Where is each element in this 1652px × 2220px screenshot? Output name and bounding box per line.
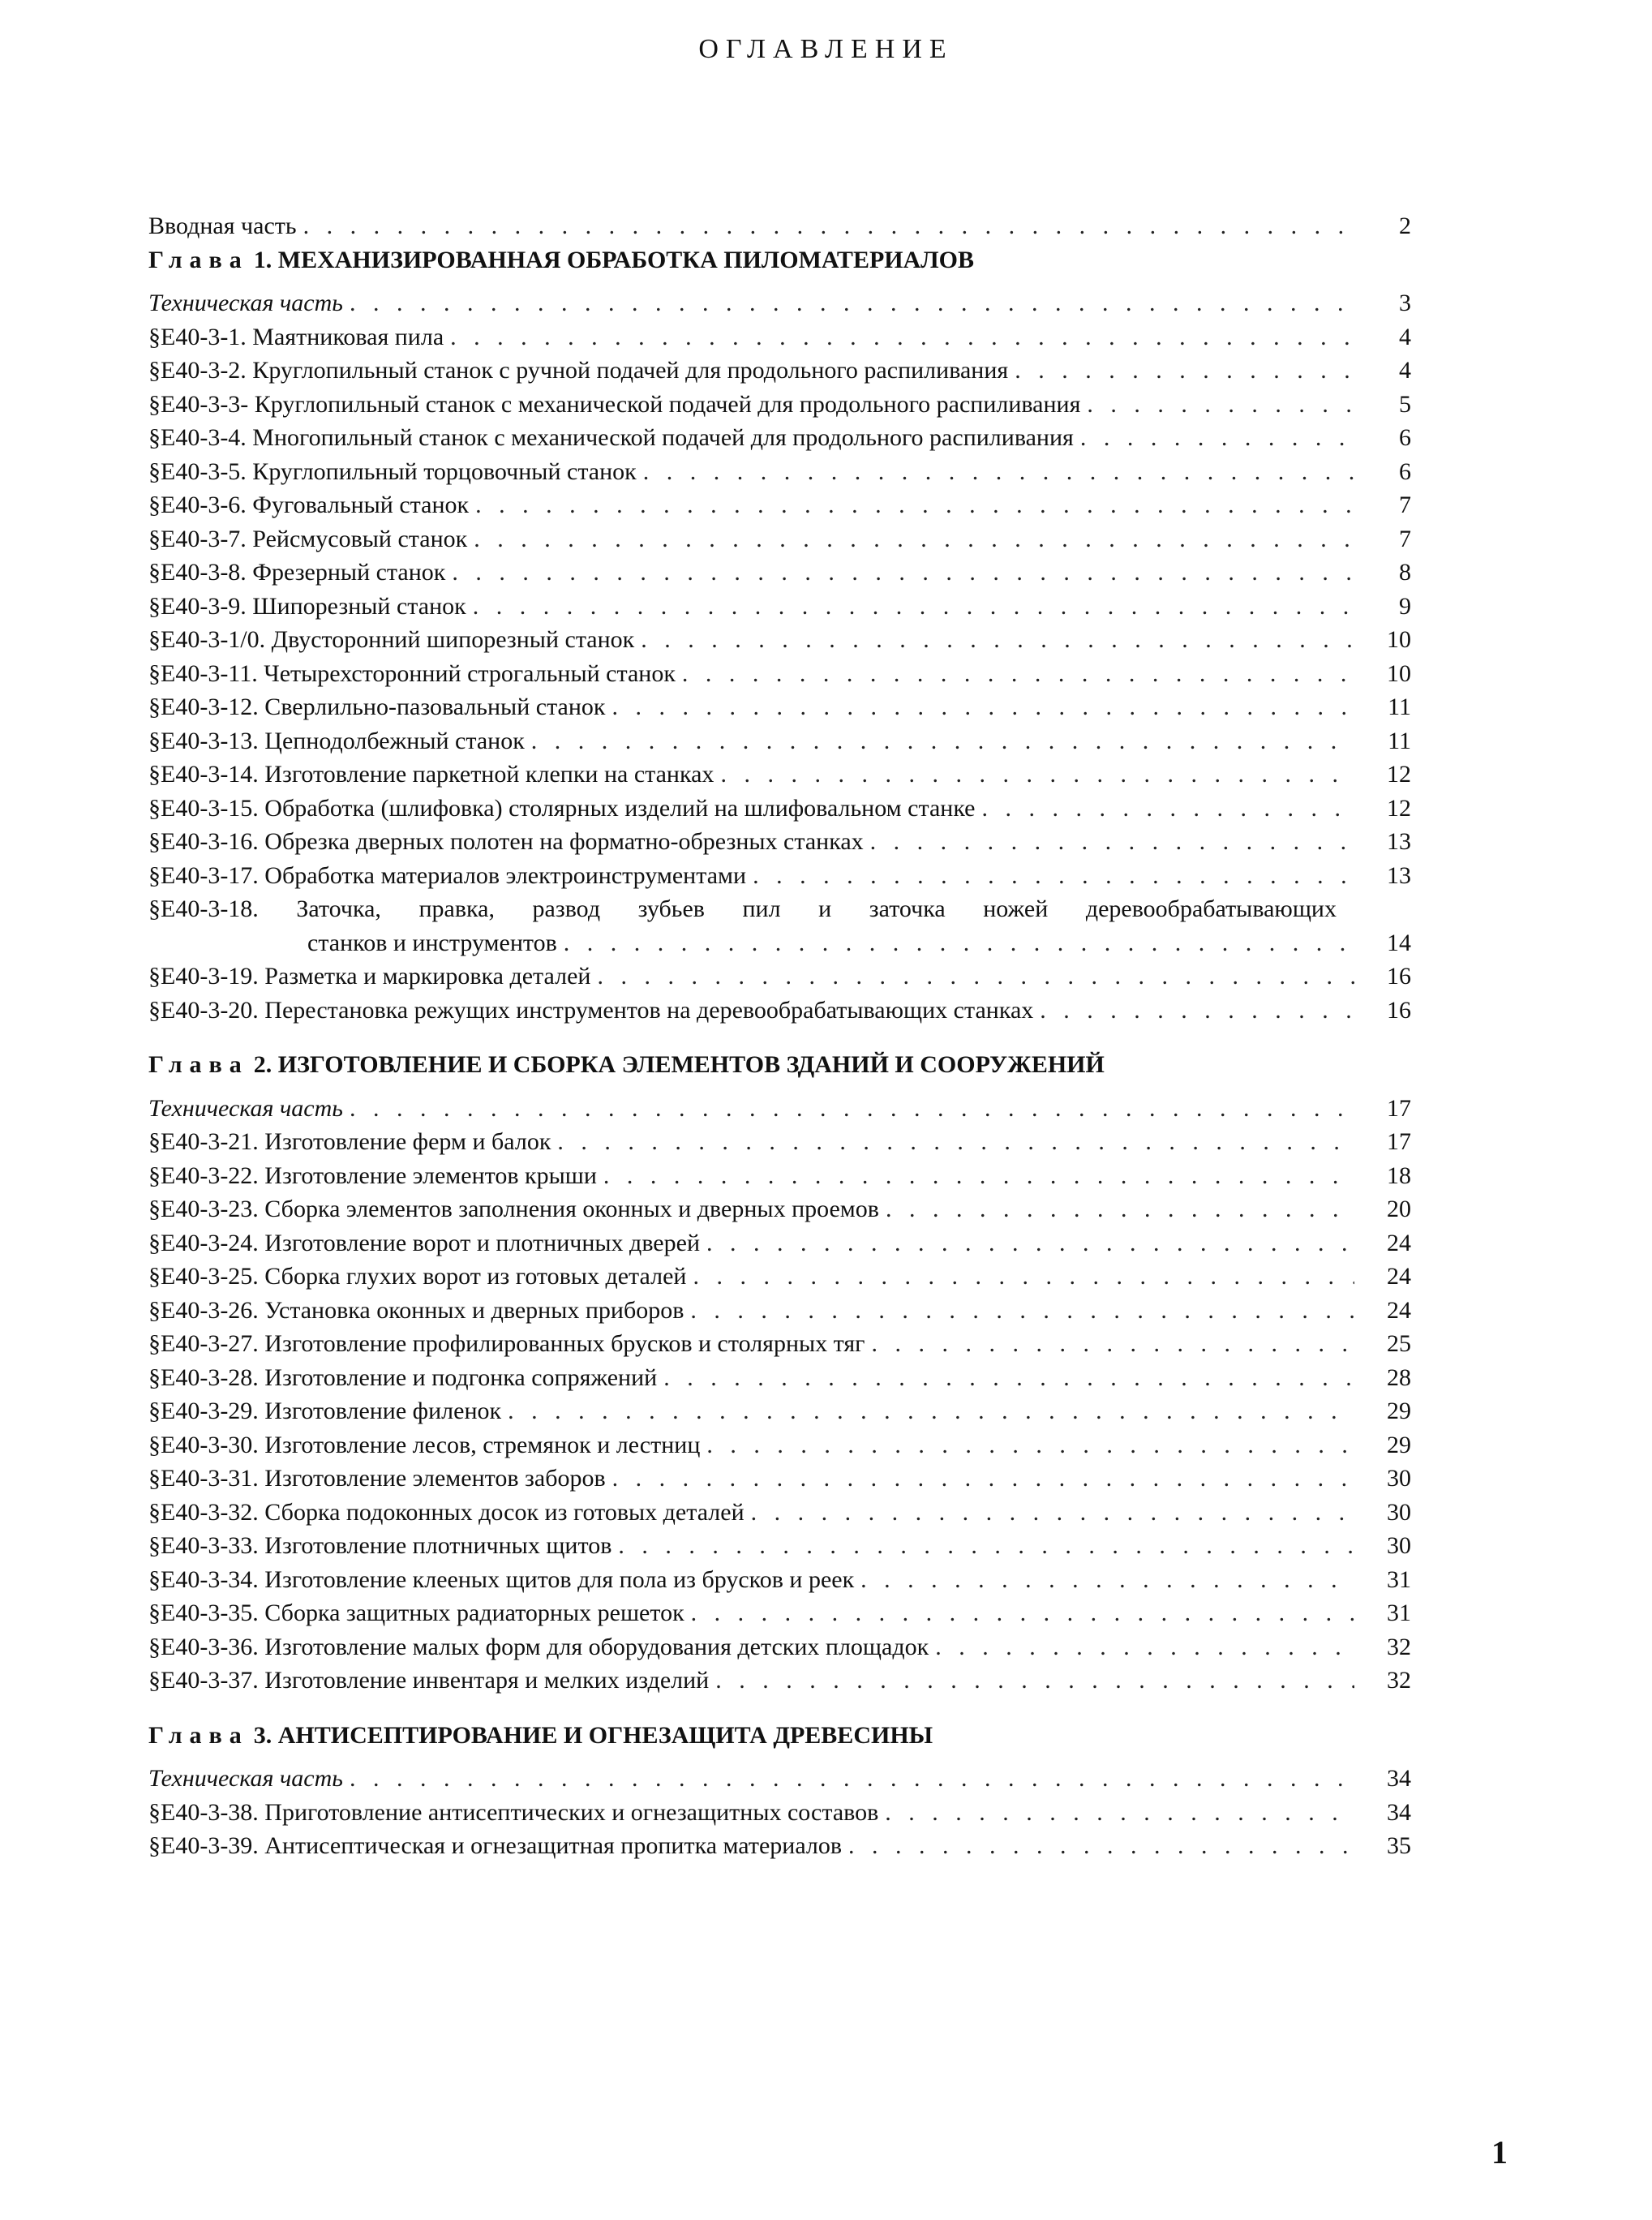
chapter-word: Глава bbox=[148, 1721, 249, 1749]
dot-leader bbox=[350, 286, 1354, 320]
toc-entry-page: 30 bbox=[1387, 1498, 1411, 1526]
dot-leader bbox=[860, 1563, 1354, 1597]
dot-leader bbox=[886, 1192, 1354, 1226]
dot-leader bbox=[753, 859, 1354, 893]
toc-entry[interactable] bbox=[148, 623, 1411, 657]
toc-entry-page: 2 bbox=[1399, 213, 1411, 239]
toc-entry[interactable] bbox=[148, 690, 1411, 724]
toc-entry[interactable] bbox=[148, 388, 1411, 422]
toc-entry-page: 30 bbox=[1387, 1532, 1411, 1559]
toc-entry-label: §Е40-3-39. Антисептическая и огнезащитная пропитка материалов bbox=[148, 1832, 843, 1859]
toc-entry-page: 13 bbox=[1387, 828, 1411, 855]
toc-entry[interactable] bbox=[148, 1226, 1411, 1260]
toc-entry-page: 25 bbox=[1387, 1330, 1411, 1357]
dot-leader bbox=[450, 320, 1354, 354]
toc-entry-page: 12 bbox=[1387, 794, 1411, 822]
toc-entry-label: §Е40-3-34. Изготовление клееных щитов для пола из брусков и реек bbox=[148, 1565, 855, 1593]
toc-entry[interactable] bbox=[148, 1428, 1411, 1462]
toc-entry-page: 9 bbox=[1399, 592, 1411, 620]
toc-entry-label: §Е40-3-32. Сборка подоконных досок из готовых деталей bbox=[148, 1498, 744, 1526]
toc-entry-label: §Е40-3-6. Фуговальный станок bbox=[148, 492, 470, 518]
dot-leader bbox=[751, 1496, 1354, 1530]
dot-leader bbox=[848, 1829, 1354, 1863]
toc-entry[interactable] bbox=[148, 792, 1411, 826]
dot-leader bbox=[1040, 994, 1354, 1028]
dot-leader bbox=[690, 1294, 1354, 1328]
toc-entry-label: §Е40-3-1/0. Двусторонний шипорезный станок bbox=[148, 626, 635, 653]
toc-entry[interactable] bbox=[148, 455, 1411, 489]
dot-leader bbox=[612, 690, 1355, 724]
toc-entry[interactable] bbox=[148, 1596, 1411, 1630]
chapter-title: 1. МЕХАНИЗИРОВАННАЯ ОБРАБОТКА ПИЛОМАТЕРИАЛОВ bbox=[253, 246, 974, 273]
toc-entry-page: 20 bbox=[1387, 1196, 1411, 1222]
dot-leader bbox=[693, 1260, 1354, 1294]
toc-entry[interactable] bbox=[148, 1796, 1411, 1830]
toc-entry[interactable] bbox=[148, 758, 1411, 792]
chapter-title: 3. АНТИСЕПТИРОВАНИЕ И ОГНЕЗАЩИТА ДРЕВЕСИНЫ bbox=[253, 1721, 933, 1749]
toc-entry[interactable] bbox=[148, 590, 1411, 624]
dot-leader bbox=[473, 590, 1354, 624]
toc-entry-label: §Е40-3-19. Разметка и маркировка деталей bbox=[148, 963, 591, 990]
toc-entry-label: §Е40-3-24. Изготовление ворот и плотничных дверей bbox=[148, 1229, 700, 1256]
toc-entry[interactable] bbox=[148, 1327, 1411, 1361]
toc-entry-page: 17 bbox=[1387, 1128, 1411, 1155]
toc-entry-page: 32 bbox=[1387, 1633, 1411, 1660]
dot-leader bbox=[618, 1529, 1354, 1563]
toc-entry-page: 3 bbox=[1399, 290, 1411, 316]
toc-entry-page: 29 bbox=[1387, 1398, 1411, 1424]
toc-entry-page: 10 bbox=[1387, 659, 1411, 687]
toc-entry[interactable] bbox=[148, 1563, 1411, 1597]
dot-leader bbox=[682, 657, 1354, 691]
dot-leader bbox=[303, 209, 1354, 243]
chapter-title: 2. ИЗГОТОВЛЕНИЕ И СБОРКА ЭЛЕМЕНТОВ ЗДАНИЙ И СООРУЖЕНИЙ bbox=[253, 1051, 1105, 1078]
chapter-word: Глава bbox=[148, 246, 249, 273]
toc-entry-page: 32 bbox=[1387, 1667, 1411, 1694]
toc-entry-label: §Е40-3-9. Шипорезный станок bbox=[148, 592, 466, 620]
toc-entry-label: §Е40-3-35. Сборка защитных радиаторных решеток bbox=[148, 1600, 684, 1626]
dot-leader bbox=[870, 825, 1354, 859]
toc-entry-page: 5 bbox=[1399, 390, 1411, 418]
dot-leader bbox=[350, 1762, 1354, 1796]
toc-entry[interactable] bbox=[148, 1630, 1411, 1664]
dot-leader bbox=[715, 1664, 1354, 1698]
toc-entry[interactable] bbox=[148, 657, 1411, 691]
toc-entry-label: §Е40-3-29. Изготовление филенок bbox=[148, 1398, 502, 1424]
toc-entry-page: 7 bbox=[1399, 525, 1411, 552]
dot-leader bbox=[885, 1796, 1354, 1830]
dot-leader bbox=[706, 1428, 1354, 1462]
table-of-contents bbox=[148, 209, 1411, 1863]
toc-entry-label: §Е40-3-30. Изготовление лесов, стремянок и лестниц bbox=[148, 1431, 701, 1458]
dot-leader bbox=[531, 724, 1354, 758]
toc-entry[interactable] bbox=[148, 1462, 1411, 1496]
toc-entry-label: §Е40-3-22. Изготовление элементов крыши bbox=[148, 1162, 597, 1189]
dot-leader bbox=[475, 488, 1354, 522]
toc-entry-label: §Е40-3-20. Перестановка режущих инструментов на деревообрабатывающих станках bbox=[148, 996, 1034, 1024]
toc-entry-page: 29 bbox=[1387, 1431, 1411, 1458]
dot-leader bbox=[1080, 421, 1354, 455]
toc-entry-label: §Е40-3-36. Изготовление малых форм для оборудования детских площадок bbox=[148, 1633, 929, 1660]
toc-entry-page: 4 bbox=[1399, 357, 1411, 384]
toc-entry-page: 11 bbox=[1388, 693, 1411, 720]
toc-entry-label: §Е40-3-23. Сборка элементов заполнения оконных и дверных проемов bbox=[148, 1196, 879, 1222]
dot-leader bbox=[935, 1630, 1354, 1664]
toc-entry[interactable] bbox=[148, 1829, 1411, 1863]
toc-entry-label: §Е40-3-8. Фрезерный станок bbox=[148, 559, 446, 586]
toc-entry-page: 24 bbox=[1387, 1296, 1411, 1324]
chapter-heading-2 bbox=[148, 1048, 1411, 1082]
toc-entry-label: §Е40-3-25. Сборка глухих ворот из готовых деталей bbox=[148, 1263, 687, 1290]
toc-entry[interactable] bbox=[148, 892, 1411, 926]
toc-entry-label: §Е40-3-16. Обрезка дверных полотен на форматно-обрезных станках bbox=[148, 828, 864, 855]
toc-entry-label: §Е40-3-37. Изготовление инвентаря и мелких изделий bbox=[148, 1667, 710, 1694]
toc-entry-page: 6 bbox=[1399, 424, 1411, 451]
toc-entry-intro[interactable] bbox=[148, 209, 1411, 243]
toc-entry-label: §Е40-3-2. Круглопильный станок с ручной подачей для продольного распиливания bbox=[148, 357, 1009, 384]
dot-leader bbox=[557, 1125, 1354, 1159]
toc-entry-label: §Е40-3-15. Обработка (шлифовка) столярных изделий на шлифовальном станке bbox=[148, 794, 976, 822]
toc-entry-page: 11 bbox=[1388, 727, 1411, 754]
dot-leader bbox=[564, 926, 1354, 960]
toc-entry[interactable] bbox=[148, 1125, 1411, 1159]
toc-entry-page: 24 bbox=[1387, 1263, 1411, 1290]
toc-entry-label: §Е40-3-13. Цепнодолбежный станок bbox=[148, 727, 525, 754]
dot-leader bbox=[612, 1462, 1354, 1496]
toc-entry-page: 31 bbox=[1387, 1600, 1411, 1626]
toc-entry-page: 10 bbox=[1387, 626, 1411, 653]
dot-leader bbox=[981, 792, 1354, 826]
toc-entry[interactable] bbox=[148, 859, 1411, 893]
toc-entry[interactable] bbox=[148, 1294, 1411, 1328]
page-number: 1 bbox=[1491, 2134, 1508, 2171]
toc-entry-page: 7 bbox=[1399, 492, 1411, 518]
toc-entry-label: §Е40-3-17. Обработка материалов электроинструментами bbox=[148, 861, 747, 889]
toc-entry-label: §Е40-3-26. Установка оконных и дверных приборов bbox=[148, 1296, 684, 1324]
toc-entry-label: §Е40-3-1. Маятниковая пила bbox=[148, 323, 444, 350]
toc-entry-tech-2[interactable] bbox=[148, 1092, 1411, 1126]
toc-entry-label: §Е40-3-33. Изготовление плотничных щитов bbox=[148, 1532, 612, 1559]
dot-leader bbox=[597, 960, 1354, 994]
toc-entry-page: 34 bbox=[1387, 1798, 1411, 1826]
dot-leader bbox=[474, 522, 1354, 556]
chapter-heading-3 bbox=[148, 1719, 1411, 1753]
toc-entry[interactable] bbox=[148, 1496, 1411, 1530]
toc-entry[interactable] bbox=[148, 320, 1411, 354]
toc-entry-label: §Е40-3-7. Рейсмусовый станок bbox=[148, 525, 468, 552]
toc-entry-page: 24 bbox=[1387, 1229, 1411, 1256]
toc-entry-tech-1[interactable] bbox=[148, 286, 1411, 320]
toc-entry[interactable] bbox=[148, 354, 1411, 388]
toc-entry-page: 34 bbox=[1387, 1765, 1411, 1792]
dot-leader bbox=[643, 455, 1354, 489]
toc-entry-page: 16 bbox=[1387, 996, 1411, 1024]
dot-leader bbox=[603, 1159, 1354, 1193]
toc-entry-page: 14 bbox=[1387, 929, 1411, 956]
toc-entry-label: §Е40-3-14. Изготовление паркетной клепки на станках bbox=[148, 761, 714, 788]
toc-entry-label: §Е40-3-18. Заточка, правка, развод зубьев пил и заточка ножей деревообрабатывающих bbox=[148, 895, 1337, 922]
toc-entry-label: §Е40-3-5. Круглопильный торцовочный станок bbox=[148, 457, 637, 485]
toc-entry-label: §Е40-3-28. Изготовление и подгонка сопряжений bbox=[148, 1363, 658, 1391]
dot-leader bbox=[706, 1226, 1354, 1260]
toc-entry[interactable] bbox=[148, 1529, 1411, 1563]
toc-entry-label: §Е40-3-21. Изготовление ферм и балок bbox=[148, 1128, 551, 1155]
toc-entry-page: 28 bbox=[1387, 1363, 1411, 1391]
toc-entry[interactable] bbox=[148, 1361, 1411, 1395]
dot-leader bbox=[350, 1092, 1354, 1126]
toc-entry-label: §Е40-3-11. Четырехсторонний строгальный станок bbox=[148, 659, 676, 687]
toc-entry-page: 17 bbox=[1387, 1094, 1411, 1122]
toc-entry-continuation[interactable] bbox=[148, 926, 1411, 960]
toc-entry-label: §Е40-3-3- Круглопильный станок с механической подачей для продольного распиливания bbox=[148, 390, 1081, 418]
toc-entry[interactable] bbox=[148, 1260, 1411, 1294]
toc-entry-page: 13 bbox=[1387, 861, 1411, 889]
toc-entry-label: Техническая часть bbox=[148, 1765, 343, 1792]
toc-entry-page: 8 bbox=[1399, 559, 1411, 586]
dot-leader bbox=[663, 1361, 1354, 1395]
dot-leader bbox=[720, 758, 1354, 792]
toc-entry[interactable] bbox=[148, 1192, 1411, 1226]
chapter-word: Глава bbox=[148, 1051, 249, 1078]
dot-leader bbox=[872, 1327, 1355, 1361]
dot-leader bbox=[452, 556, 1354, 590]
chapter-heading-1 bbox=[148, 243, 1411, 277]
toc-entry[interactable] bbox=[148, 522, 1411, 556]
toc-entry-label: станков и инструментов bbox=[307, 929, 557, 956]
toc-entry[interactable] bbox=[148, 1664, 1411, 1698]
toc-entry-label: §Е40-3-4. Многопильный станок с механической подачей для продольного распиливания bbox=[148, 424, 1074, 451]
toc-entry-page: 4 bbox=[1399, 323, 1411, 350]
toc-entry-page: 18 bbox=[1387, 1162, 1411, 1189]
toc-entry[interactable] bbox=[148, 1394, 1411, 1428]
toc-entry-label: Техническая часть bbox=[148, 290, 343, 316]
dot-leader bbox=[641, 623, 1354, 657]
toc-entry-page: 16 bbox=[1387, 963, 1411, 990]
toc-entry-page: 35 bbox=[1387, 1832, 1411, 1859]
toc-entry[interactable] bbox=[148, 488, 1411, 522]
toc-entry[interactable] bbox=[148, 724, 1411, 758]
toc-entry-label: §Е40-3-31. Изготовление элементов заборов bbox=[148, 1465, 606, 1492]
toc-entry[interactable] bbox=[148, 421, 1411, 455]
toc-entry-page: 30 bbox=[1387, 1465, 1411, 1492]
toc-entry-label: §Е40-3-12. Сверлильно-пазовальный станок bbox=[148, 693, 606, 720]
toc-entry-label: §Е40-3-27. Изготовление профилированных брусков и столярных тяг bbox=[148, 1330, 865, 1357]
page-title: ОГЛАВЛЕНИЕ bbox=[698, 34, 954, 64]
toc-entry[interactable] bbox=[148, 556, 1411, 590]
toc-entry[interactable] bbox=[148, 1159, 1411, 1193]
toc-entry-label: Техническая часть bbox=[148, 1094, 343, 1122]
toc-entry-page: 6 bbox=[1399, 457, 1411, 485]
toc-entry-page: 12 bbox=[1387, 761, 1411, 788]
toc-entry-label: Вводная часть bbox=[148, 213, 297, 239]
dot-leader bbox=[508, 1394, 1354, 1428]
toc-entry[interactable] bbox=[148, 960, 1411, 994]
dot-leader bbox=[691, 1596, 1354, 1630]
dot-leader bbox=[1087, 388, 1354, 422]
toc-entry-tech-3[interactable] bbox=[148, 1762, 1411, 1796]
toc-entry[interactable] bbox=[148, 825, 1411, 859]
dot-leader bbox=[1015, 354, 1354, 388]
toc-entry[interactable] bbox=[148, 994, 1411, 1028]
toc-entry-page: 31 bbox=[1387, 1565, 1411, 1593]
toc-entry-label: §Е40-3-38. Приготовление антисептических и огнезащитных составов bbox=[148, 1798, 879, 1826]
